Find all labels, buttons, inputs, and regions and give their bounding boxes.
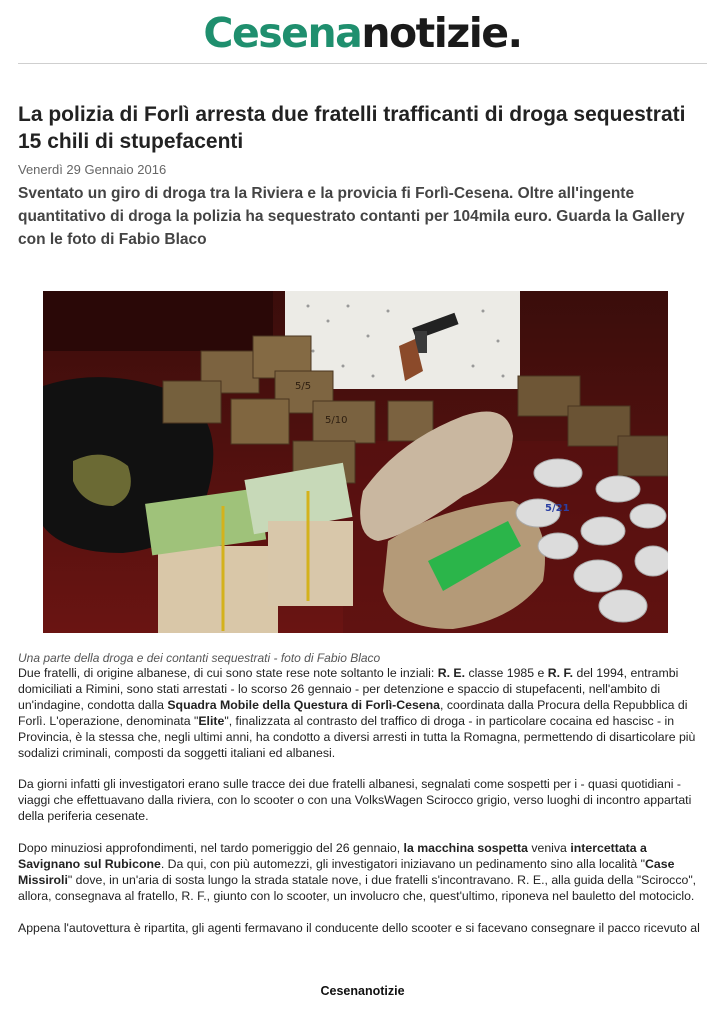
photo-caption: Una parte della droga e dei contanti sequestrati - foto di Fabio Blaco — [18, 651, 381, 665]
article-photo[interactable] — [43, 291, 668, 633]
text-span: Due fratelli, di origine albanese, di cui sono state rese note soltanto le inziali: — [18, 666, 438, 680]
text-span: , coordinata dalla Procura della Repubblica di Forlì. L'operazione, denominata " — [18, 697, 688, 728]
bold-span: Squadra Mobile della Questura di Forlì-Cesena — [167, 697, 440, 712]
bold-span: intercettata a Savignano sul Rubicone — [18, 841, 647, 872]
bold-span: R. F. — [547, 666, 574, 680]
logo-part-notizie: notizie. — [361, 9, 522, 57]
bold-span: R. E. — [437, 666, 466, 680]
packet-label: 5/21 — [545, 503, 570, 514]
paragraph-1 — [18, 666, 708, 761]
paragraph-4: Appena l'autovettura è ripartita, gli agenti fermavano il conducente dello scooter e si facevano consegnare il pacco ricevuto al — [18, 920, 700, 935]
site-logo[interactable] — [203, 8, 521, 58]
text-span: . Da qui, con più automezzi, gli investigatori iniziavano un pedinamento sino alla località " — [160, 857, 646, 872]
masthead — [0, 8, 725, 58]
article-body — [18, 666, 708, 953]
text-span: classe 1985 e — [465, 666, 548, 680]
article-lead: Sventato un giro di droga tra la Riviera e la provicia fi Forlì-Cesena. Oltre all'ingente quantitativo di droga la polizia ha sequestrato contanti per 104mila euro. Guarda la Gallery con le foto di Fabio Blaco — [18, 185, 685, 248]
text-span: veniva — [527, 841, 571, 856]
text-span: " dove, in un'aria di sosta lungo la strada statale nove, i due fratelli s'incontravano. R. E., alla guida della "Scirocco", allora, consegnava al fratello, R. F., giunto con lo scooter, un involucro che, quest'ultimo, riponeva nel bauletto del motociclo. — [18, 872, 697, 903]
page-footer: Cesenanotizie — [320, 984, 405, 998]
brick-label-b: 5/10 — [325, 415, 348, 426]
bold-span: Elite — [198, 713, 225, 728]
header-divider — [18, 63, 707, 64]
brick-label-a: 5/5 — [295, 381, 312, 392]
bold-span: Case Missiroli — [18, 857, 675, 887]
logo-part-cesena: Cesena — [203, 9, 362, 57]
text-span: del 1994, entrambi domiciliati a Rimini, sono stati arrestati - lo scorso 26 gennaio - per detenzione e spaccio di stupefacenti, nell'ambito di un'indagine, condotta dalla — [18, 666, 679, 712]
bold-span: la macchina sospetta — [403, 841, 528, 856]
article-title: La polizia di Forlì arresta due fratelli trafficanti di droga sequestrati 15 chili di stupefacenti — [18, 103, 686, 153]
paragraph-3 — [18, 841, 708, 905]
text-span: ", finalizzata al contrasto del traffico di droga - in particolare cocaina ed hascisc - in Provincia, è la stessa che, negli ultimi anni, ha condotto a diversi arresti in tutta la Romagna, permettendo di disarticolare più sodalizi criminali, composti da soggetti italiani ed albanesi. — [18, 713, 696, 760]
paragraph-2: Da giorni infatti gli investigatori erano sulle tracce dei due fratelli albanesi, segnalati come sospetti per i - quasi quotidiani - viaggi che effettuavano dalla riviera, con lo scooter o con una VolksWagen Scirocco grigio, verso luoghi di incontro appartati della periferia cesenate. — [18, 777, 692, 824]
text-span: Dopo minuziosi approfondimenti, nel tardo pomeriggio del 26 gennaio, — [18, 841, 404, 856]
article-date: Venerdì 29 Gennaio 2016 — [18, 162, 167, 177]
seized-drugs-photo — [43, 291, 668, 633]
